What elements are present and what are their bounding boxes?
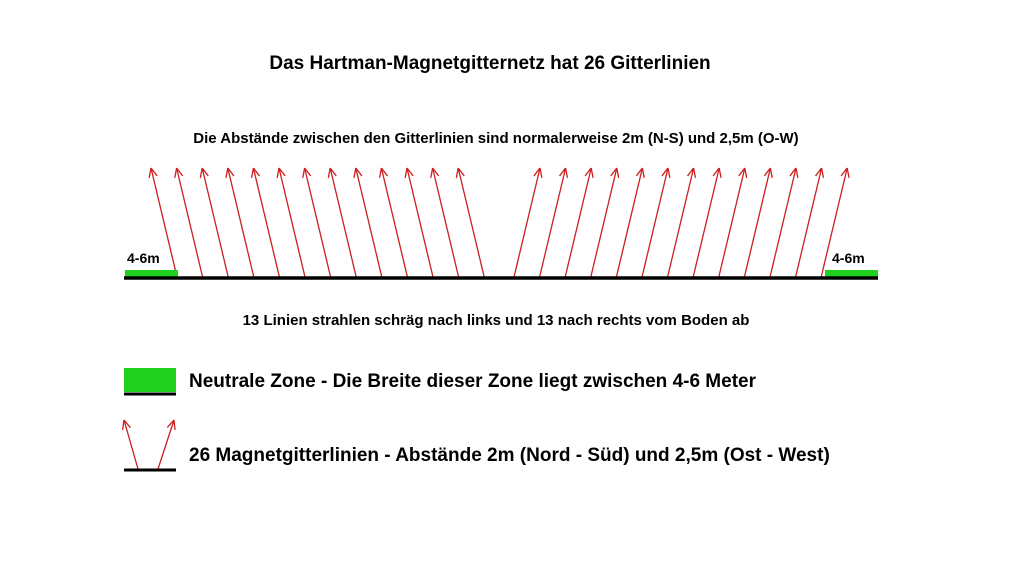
grid-line-right-arrow (616, 168, 644, 277)
grid-line-right-arrow (770, 168, 798, 277)
grid-line-right-arrow (796, 168, 824, 277)
legend-grid-lines-icon (123, 420, 175, 469)
legend-neutral-zone-text: Neutrale Zone - Die Breite dieser Zone liegt zwischen 4-6 Meter (189, 371, 756, 392)
grid-line-left-arrow (380, 168, 408, 277)
grid-line-left-arrow (277, 168, 305, 277)
grid-line-left-arrow (175, 168, 203, 277)
grid-line-left-arrow (456, 168, 484, 277)
legend-left-arrow (123, 420, 138, 469)
neutral-zone-right-label: 4-6m (832, 250, 865, 266)
grid-line-right-arrow (591, 168, 619, 277)
grid-line-right-arrow (693, 168, 721, 277)
grid-line-left-arrow (328, 168, 356, 277)
diagram-title: Das Hartman-Magnetgitternetz hat 26 Gitterlinien (269, 53, 711, 74)
diagram-caption: 13 Linien strahlen schräg nach links und 13 nach rechts vom Boden ab (242, 312, 750, 329)
grid-line-left-arrow (354, 168, 382, 277)
grid-line-left-arrow (252, 168, 280, 277)
legend-neutral-zone-swatch (124, 368, 176, 392)
grid-line-right-arrow (565, 168, 593, 277)
grid-line-left-arrow (431, 168, 459, 277)
legend-grid-lines-text: 26 Magnetgitterlinien - Abstände 2m (Nord - Süd) und 2,5m (Ost - West) (189, 445, 830, 466)
grid-line-right-arrow (514, 168, 542, 277)
neutral-zone-left-label: 4-6m (127, 250, 160, 266)
neutral-zone-left (125, 270, 178, 277)
grid-line-right-arrow (642, 168, 670, 277)
grid-line-right-arrow (668, 168, 696, 277)
grid-line-left-arrow (200, 168, 228, 277)
left-leaning-grid-lines (149, 168, 484, 277)
grid-line-left-arrow (303, 168, 331, 277)
diagram-subtitle: Die Abstände zwischen den Gitterlinien sind normalerweise 2m (N-S) und 2,5m (O-W) (193, 130, 799, 147)
grid-line-left-arrow (405, 168, 433, 277)
grid-line-right-arrow (540, 168, 568, 277)
grid-line-right-arrow (744, 168, 772, 277)
legend-right-arrow (158, 420, 175, 469)
grid-line-left-arrow (226, 168, 254, 277)
grid-line-right-arrow (719, 168, 747, 277)
right-leaning-grid-lines (514, 168, 849, 277)
neutral-zone-right (825, 270, 878, 277)
